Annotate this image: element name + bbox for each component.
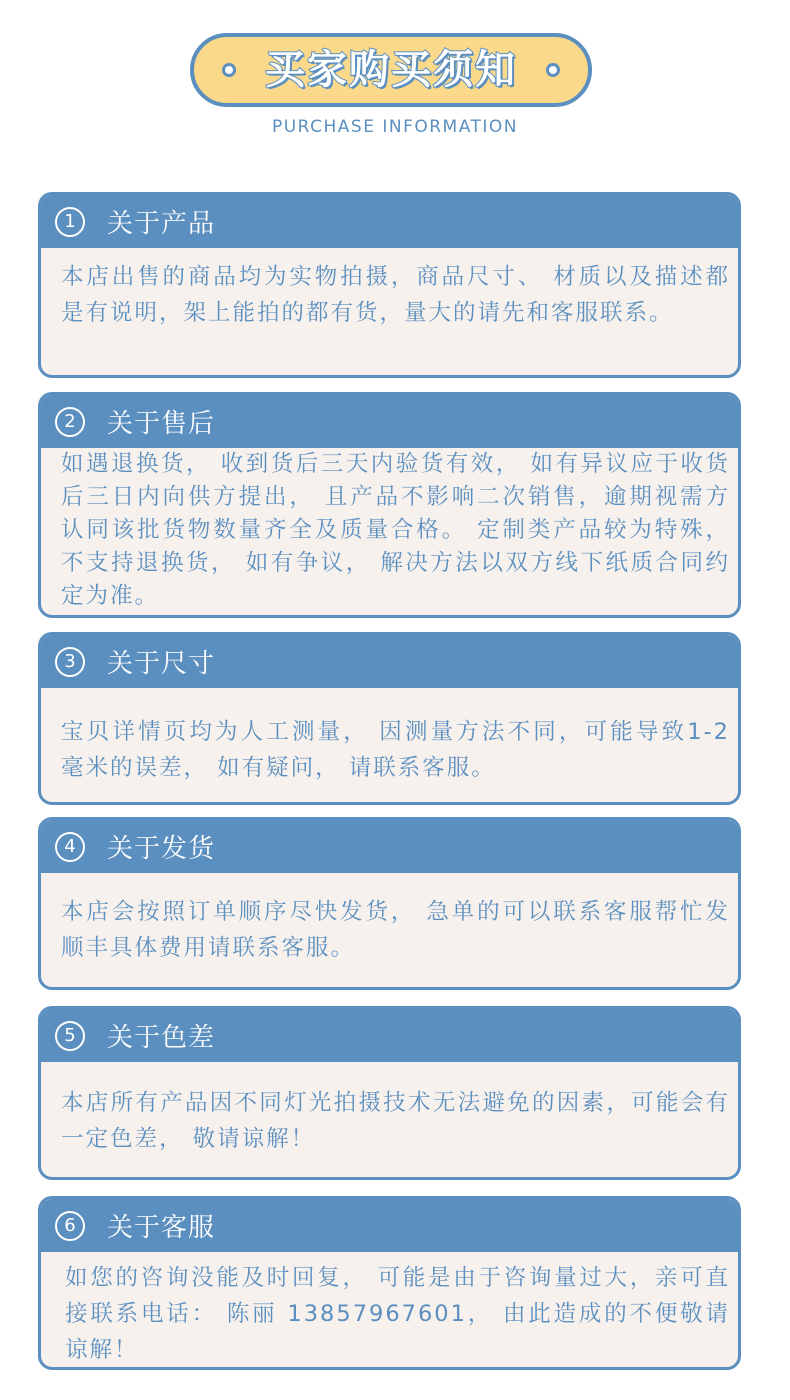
- page-title: 买家购买须知: [265, 47, 517, 93]
- section-header: [41, 635, 738, 688]
- section-after-sales: [38, 392, 741, 618]
- section-color-difference: [38, 1006, 741, 1180]
- section-header: [41, 195, 738, 248]
- page-subtitle: PURCHASE INFORMATION: [271, 117, 519, 137]
- section-number-badge: 4: [55, 832, 85, 862]
- section-body: 本店会按照订单顺序尽快发货， 急单的可以联系客服帮忙发顺丰具体费用请联系客服。: [61, 899, 730, 961]
- section-title: 关于客服: [107, 1213, 216, 1243]
- section-size: [38, 632, 741, 805]
- section-body: 如您的咨询没能及时回复， 可能是由于咨询量过大，亲可直接联系电话： 陈丽 13857967601， 由此造成的不便敬请谅解！: [65, 1265, 730, 1363]
- title-banner: [190, 33, 592, 107]
- section-product: [38, 192, 741, 378]
- section-header: [41, 1199, 738, 1252]
- circle-dot-icon: [546, 63, 560, 77]
- section-title: 关于尺寸: [107, 649, 216, 679]
- section-title: 关于售后: [107, 409, 216, 439]
- section-body: 如遇退换货， 收到货后三天内验货有效， 如有异议应于收货后三日内向供方提出， 且产品不影响二次销售，逾期视需方认同该批货物数量齐全及质量合格。 定制类产品较为特殊， 不支持退换货， 如有争议， 解决方法以双方线下纸质合同约定为准。: [61, 451, 730, 609]
- section-title: 关于产品: [107, 209, 216, 239]
- section-body: 本店出售的商品均为实物拍摄，商品尺寸、 材质以及描述都是有说明，架上能拍的都有货，量大的请先和客服联系。: [61, 264, 730, 326]
- section-shipping: [38, 817, 741, 990]
- circle-dot-icon: [222, 63, 236, 77]
- section-body: 本店所有产品因不同灯光拍摄技术无法避免的因素，可能会有一定色差， 敬请谅解！: [61, 1090, 730, 1152]
- section-number-badge: 5: [55, 1021, 85, 1051]
- section-customer-service: [38, 1196, 741, 1370]
- section-body: 宝贝详情页均为人工测量， 因测量方法不同，可能导致1-2 毫米的误差， 如有疑问， 请联系客服。: [61, 719, 730, 781]
- section-number-badge: 2: [55, 407, 85, 437]
- section-header: [41, 395, 738, 448]
- section-header: [41, 820, 738, 873]
- section-title: 关于色差: [107, 1023, 216, 1053]
- section-number-badge: 1: [55, 207, 85, 237]
- section-title: 关于发货: [107, 834, 216, 864]
- section-number-badge: 6: [55, 1211, 85, 1241]
- section-number-badge: 3: [55, 647, 85, 677]
- section-header: [41, 1009, 738, 1062]
